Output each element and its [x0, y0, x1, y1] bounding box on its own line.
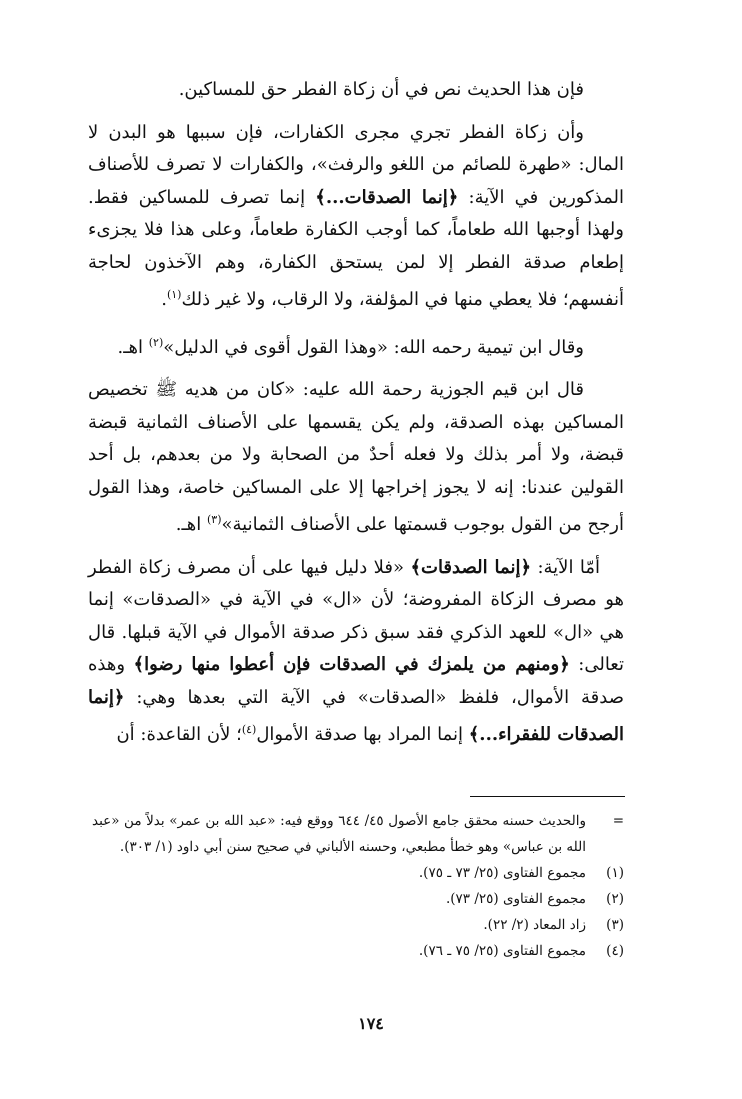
footnote-continuation: = والحديث حسنه محقق جامع الأصول ٤٥/ ٦٤٤ ووقع فيه: «عبد الله بن عمر» بدلاً من «عبد الله بن عباس» وهو خطأ مطبعي، وحسنه الألباني في صحيح سنن أبي داود (١/ ٣٠٣).: [92, 813, 624, 855]
quran-verse: ﴿إنما الصدقات﴾: [410, 556, 532, 578]
paragraph-3: وقال ابن تيمية رحمه الله: «وهذا القول أقوى في الدليل»$^{(٢)}$ اهـ.: [117, 335, 584, 358]
paragraph-2: وأن زكاة الفطر تجري مجرى الكفارات، فإن سببها هو البدن لا المال: «طهرة للصائم من اللغو والرفث»، والكفارات لا تصرف للأصناف المذكورين في الآية: ﴿إنما الصدقات...﴾ إنما تصرف للمساكين فقط. ولهذا أوجبها الله طعاماً، كما أوجب الكفارة طعاماً، وعلى هذا فلا يجزىء إطعام صدقة الفطر إلا لمن يستحق الكفارة، وهم الآخذون لحاجة أنفسهم؛ فلا يعطي منها في المؤلفة، ولا الرقاب، ولا غير ذلك$^{(١)}$.: [88, 121, 624, 310]
quran-verse: ﴿إنما الصدقات...﴾: [315, 186, 459, 208]
quran-verse: ﴿ومنهم من يلمزك في الصدقات فإن أعطوا منها رضوا﴾: [133, 654, 570, 675]
paragraph-1: فإن هذا الحديث نص في أن زكاة الفطر حق للمساكين.: [178, 79, 584, 100]
quran-verse: ﴿إنما الصدقات للفقراء...﴾: [88, 686, 624, 745]
footnote-item: (٢) مجموع الفتاوى (٢٥/ ٧٣).: [445, 891, 624, 907]
footnote-ref: (٤): [241, 723, 257, 736]
footnote-item: (١) مجموع الفتاوى (٢٥/ ٧٣ ـ ٧٥).: [418, 865, 624, 881]
paragraph-4: قال ابن قيم الجوزية رحمة الله عليه: «كان من هديه ﷺ تخصيص المساكين بهذه الصدقة، ولم يكن يقسمها على الأصناف الثمانية قبضة قبضة، ولا أمر بذلك ولا فعله أحدٌ من الصحابة ولا من بعدهم، بل أحد القولين عندنا: إنه لا يجوز إخراجها إلا على المساكين خاصة، وهذا القول أرجح من القول بوجوب قسمتها على الأصناف الثمانية»$^{(٣)}$ اهـ.: [88, 379, 624, 535]
footnote-item: (٤) مجموع الفتاوى (٢٥/ ٧٥ ـ ٧٦).: [418, 943, 624, 959]
page-body: [88, 74, 624, 762]
page-number: ١٧٤: [358, 1014, 384, 1033]
footnote-ref: (١): [166, 288, 182, 301]
footnote-divider: [470, 796, 625, 797]
paragraph-5: أمّا الآية: ﴿إنما الصدقات﴾ «فلا دليل فيها على أن مصرف زكاة الفطر هو مصرف الزكاة المفروضة؛ لأن «ال» في الآية في «الصدقات» إنما هي «ال» للعهد الذكري فقد سبق ذكر صدقة الأموال في الآية قبلها. قال تعالى: ﴿ومنهم من يلمزك في الصدقات فإن أعطوا منها رضوا﴾ وهذه صدقة الأموال، فلفظ «الصدقات» في الآية التي بعدها وهي: ﴿إنما الصدقات للفقراء...﴾ إنما المراد بها صدقة الأموال$^{(٤)}$؛ لأن القاعدة: أن: [88, 556, 625, 745]
footnote-ref: (٣): [206, 513, 222, 526]
footnote-ref: (٢): [148, 335, 164, 349]
footnotes: [92, 808, 624, 964]
footnote-item: (٣) زاد المعاد (٢/ ٢٢).: [483, 917, 624, 933]
